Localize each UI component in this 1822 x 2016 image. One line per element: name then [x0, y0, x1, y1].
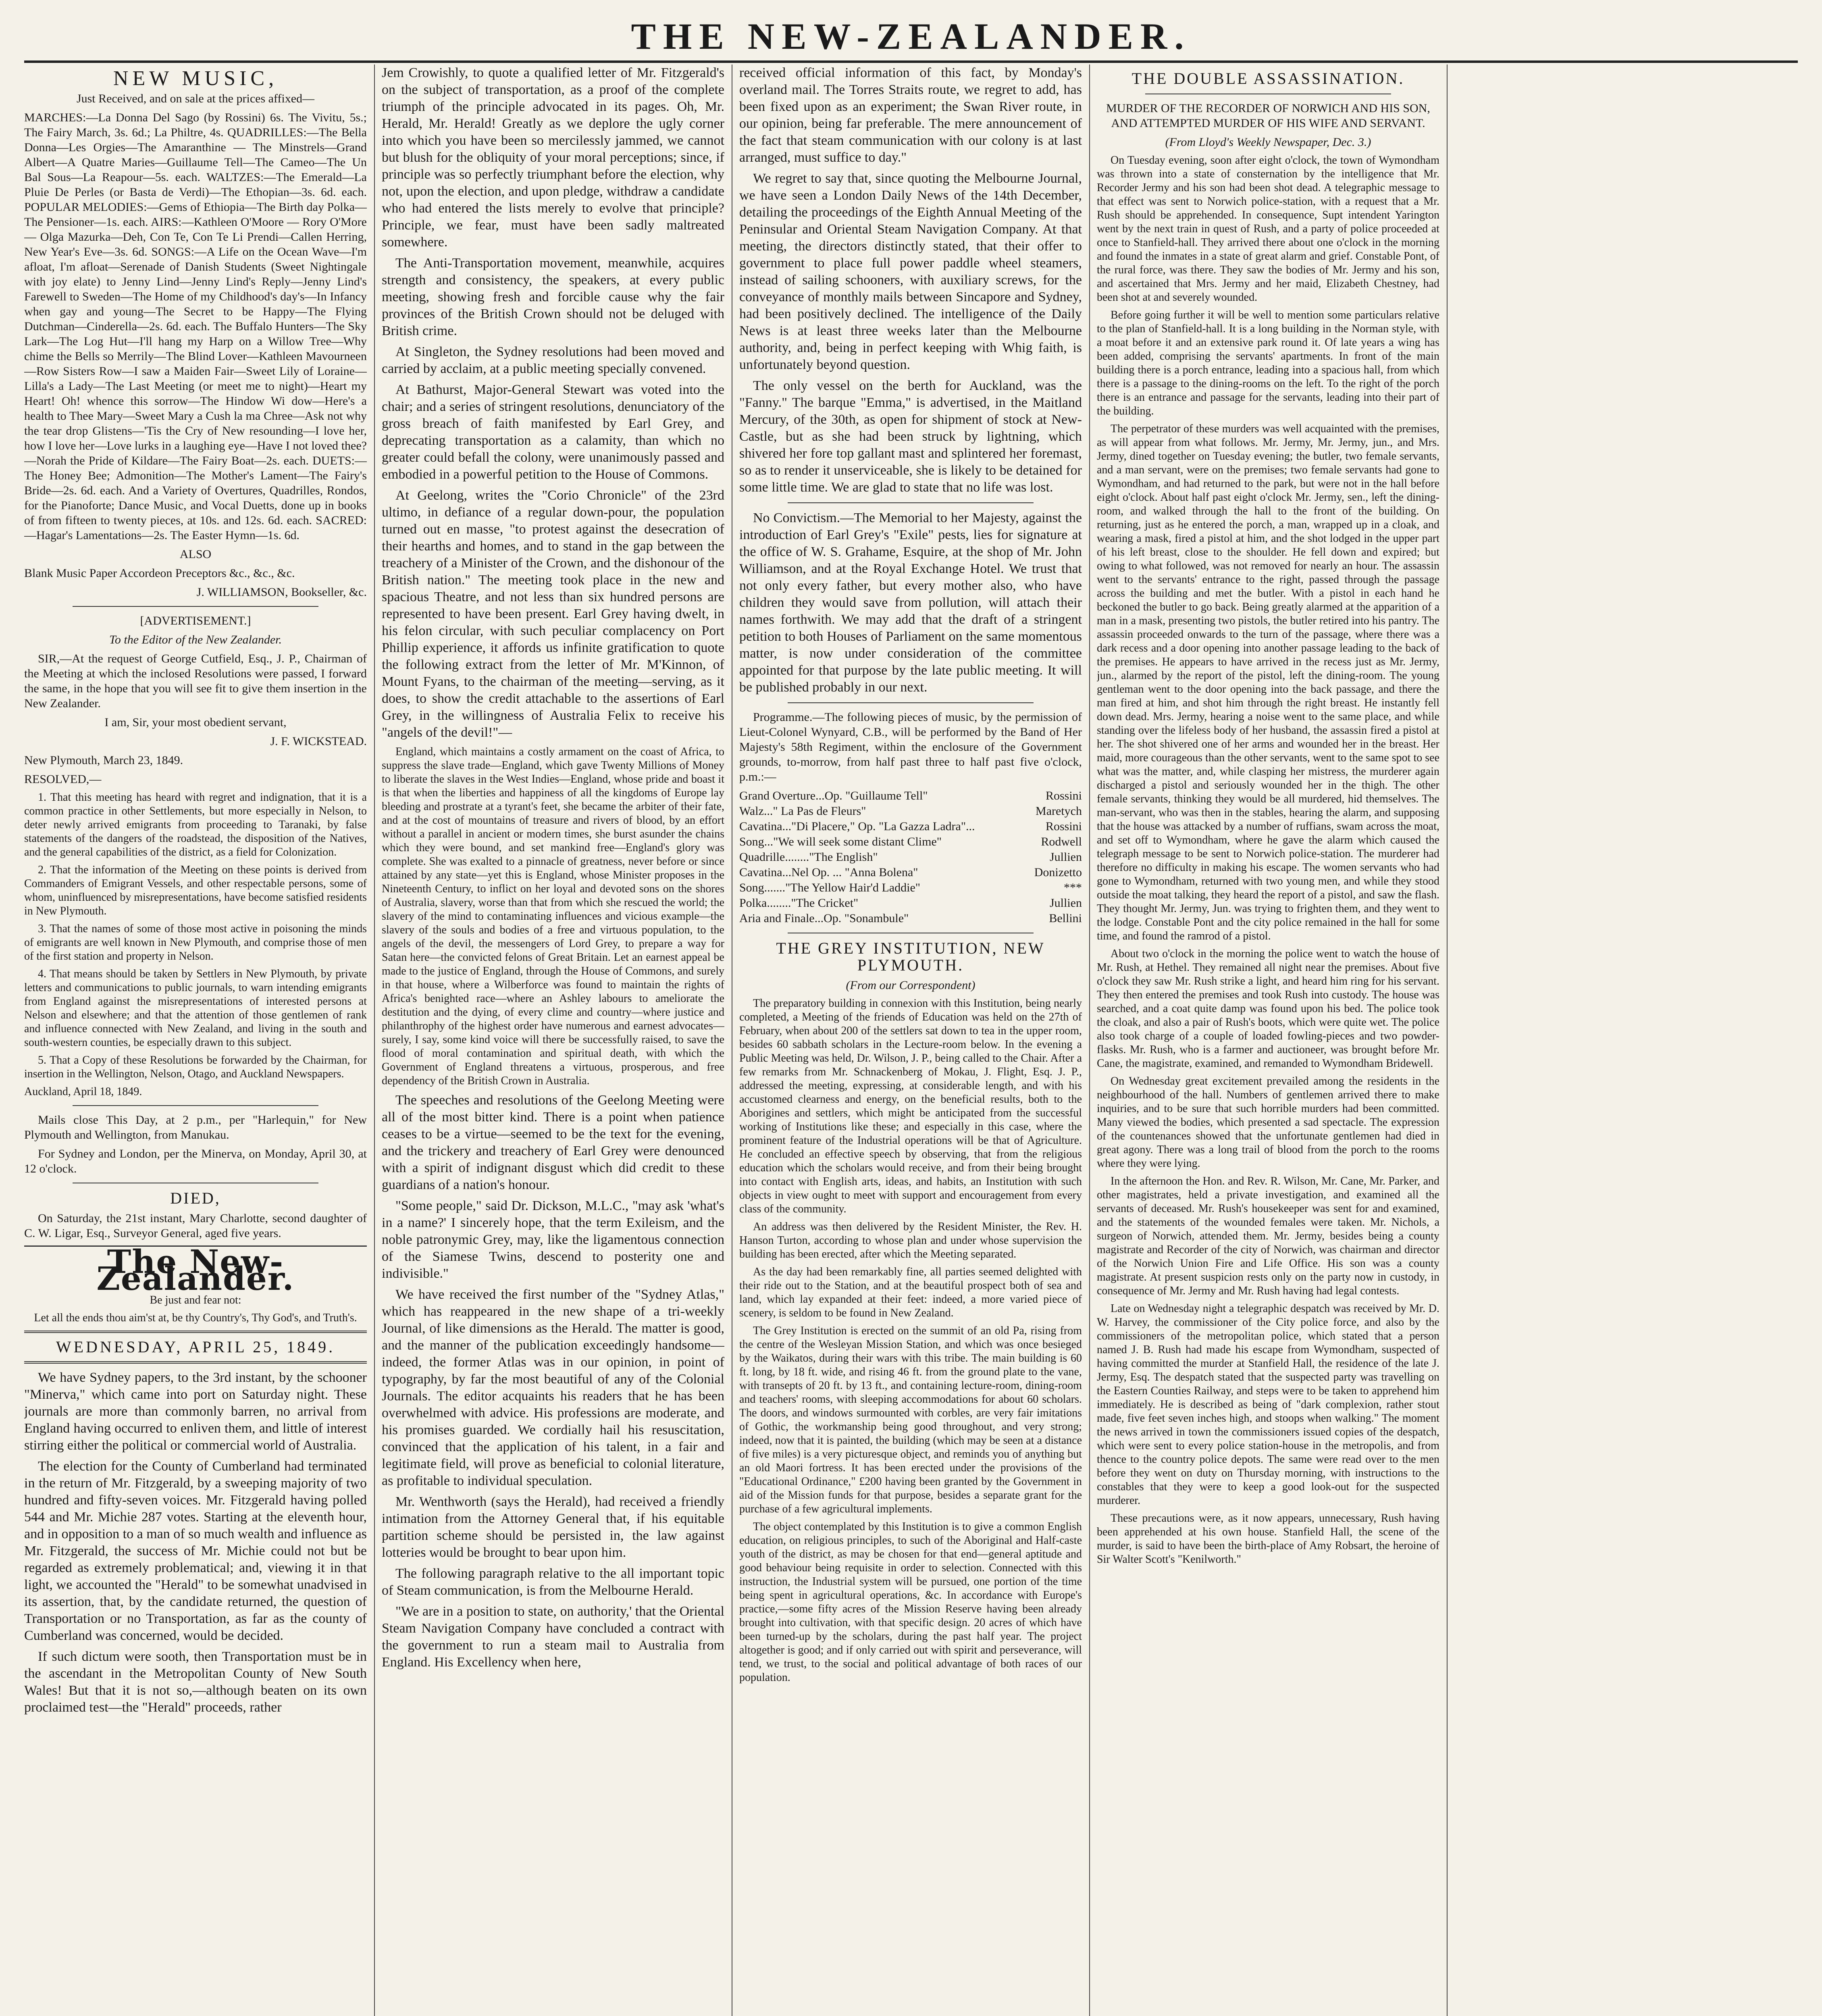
column-1: [24, 65, 367, 2016]
editorial-paragraph: The election for the County of Cumberland had terminated in the return of Mr. Fitzgerald, by a sweeping majority of two hundred and fifty-seven voices. Mr. Fitzgerald having polled 544 and Mr. Michie 287 votes. Starting at the eleventh hour, and in opposition to a man of so much wealth and influence as Mr. Fitzgerald, the success of Mr. Michie could not but be regarded as extremely problematical; and, viewing it in that light, we accounted the "Herald" to be somewhat unadvised in its assertion, that, by the candidate returned, the question of Transportation or no Transportation, as far as the county of Cumberland was concerned, would be decided.: [24, 1459, 367, 1643]
masthead: THE NEW-ZEALANDER.: [631, 16, 1191, 57]
article-paragraph: Before going further it will be well to mention some particulars relative to the plan of Stanfield-hall. It is a long building in the Norman style, with a moat before it and an extensive park round it. Of late years a wing has been added, comprising the servants' apartments. In front of the main building there is a porch entrance, leading into a spacious hall, from which there is a passage to the dining-rooms on the left. To the right of the porch there is an entrance and passage for the servants, leading into their part of the building.: [1097, 309, 1439, 417]
article-paragraph: These precautions were, as it now appears, unnecessary, Rush having been apprehended at his own house. Stanfield Hall, the scene of the murder, is said to have been the birth-place of Amy Robsart, the heroine of Sir Walter Scott's "Kenilworth.": [1097, 1512, 1439, 1566]
programme-piece: Polka........"The Cricket": [739, 896, 859, 910]
column-divider: [374, 65, 375, 2016]
resolution-2: 2. That the information of the Meeting on these points is derived from Commanders of Emigrant Vessels, and other respectable persons, some of whom, uninfluenced by misrepresentations, have become satisfied residents in New Plymouth.: [24, 864, 367, 917]
masthead-rule: [24, 60, 1798, 63]
editorial-paragraph: The speeches and resolutions of the Geelong Meeting were all of the most bitter kind. There is a point when patience ceases to be a virtue—seemed to be the text for the evening, and the trickery and treachery of Earl Grey were denounced with a spirit of indignant disgust which did credit to these guardians of a nation's honour.: [382, 1093, 724, 1192]
programme-composer: Rodwell: [1041, 835, 1082, 848]
article-paragraph: The preparatory building in connexion with this Institution, being nearly completed, a Meeting of the friends of Education was held on the 27th of February, when about 200 of the settlers sat down to tea in the upper room, besides 60 sabbath scholars in the Lecture-room below. In the evening a Public Meeting was held, Dr. Wilson, J. P., being called to the Chair. After a few remarks from Mr. Schnackenberg of Mokau, J. Flight, Esq. J. P., addressed the meeting, expressing, at considerable length, and with his accustomed clearness and energy, on the beneficial results, both to the Aborigines and settlers, which might be anticipated from the successful working of Institutions like these; and especially in this case, where the prominent feature of the Industrial operations will be that of Agriculture. He concluded an effective speech by observing, that from the religious education which the scholars would receive, and from their being brought into contact with English arts, ideas, and habits, an Institution with such objects in view ought to meet with support and encouragement from every class of the community.: [739, 997, 1082, 1215]
also-signature: J. WILLIAMSON, Bookseller, &c.: [196, 585, 367, 599]
column-5: [1454, 65, 1797, 2016]
article-paragraph: As the day had been remarkably fine, all parties seemed delighted with their ride out to the Station, and at the beautiful prospect both of sea and land, which lay expanded at their feet: indeed, a more varied piece of scenery, is seldom to be found in New Zealand.: [739, 1266, 1082, 1319]
column-divider: [1447, 65, 1448, 2016]
grey-institution-title: THE GREY INSTITUTION, NEW PLYMOUTH.: [776, 939, 1045, 974]
editorial-paragraph: We regret to say that, since quoting the Melbourne Journal, we have seen a London Daily News of the 14th December, detailing the proceedings of the Eighth Annual Meeting of the Peninsular and Oriental Steam Navigation Company. At that meeting, the directors distinctly stated, that their offer to government to place full power paddle wheel steamers, instead of sailing schooners, with auxiliary screws, for the conveyance of monthly mails between Sincapore and Sydney, had been positively declined. The intelligence of the Daily News is at least three weeks later than the Melbourne authority, and, being in perfect keeping with Whig faith, is unfortunately beyond question.: [739, 171, 1082, 372]
quoted-extract: England, which maintains a costly armament on the coast of Africa, to suppress the slave trade—England, which gave Twenty Millions of Money to liberate the slaves in the West Indies—England, whose pride and boast it is that when the liberties and happiness of all the kingdoms of Europe lay bleeding and prostrate at a tyrant's feet, she became the arbiter of their fate, and at the cost of mountains of treasure and rivers of blood, by an effort without a parallel in ancient or modern times, she burst asunder the chains which they were bound, and set mankind free—England's glory was complete. She was exalted to a pinnacle of greatness, never before or since attained by any state—yet this is England, whose Minister proposes in the Nineteenth Century, to inflict on her loyal and devoted sons on the shores of Australia, slavery, worse than that from which she rescued the world; the slavery of the mind to contaminating influences and vicious example—the slavery of the souls and bodies of a free and virtuous population, to the angels of the devil, the messengers of Lord Grey, to prepare a way for Satan here—the convicted felons of Great Britain. Let an earnest appeal be made to the justice of England, through the House of Commons, and surely in that house, where a Wilberforce was found to maintain the rights of Africa's benighted race—where an Ashley labours to ameliorate the destitution and the dying, of every clime and country—where justice and philanthrophy of the highest order have numerous and earnest advocates—surely, I say, some kind voice will there be successfully raised, to save the flood of moral contamination and spiritual death, with which the Government of England threatens a virtuous, prosperous, and free dependency of the British Crown in Australia.: [382, 746, 724, 1087]
programme-item: [739, 788, 1082, 804]
programme-intro: Programme.—The following pieces of music, by the permission of Lieut-Colonel Wynyard, C.B., will be performed by the Band of Her Majesty's 58th Regiment, within the enclosure of the Government grounds, to-morrow, from half past three to half past five o'clock, p.m.:—: [739, 710, 1082, 783]
article-paragraph: On Wednesday great excitement prevailed among the residents in the neighbourhood of the hall. Numbers of gentlemen arrived there to make inquiries, and to be sure that such horrible murders had been committed. Many viewed the bodies, which presented a sad spectacle. The expression of the countenances showed that the unfortunate gentlemen had died in great agony. There was a long trail of blood from the porch to the rooms where they were lying.: [1097, 1075, 1439, 1170]
programme-piece: Song......."The Yellow Hair'd Laddie": [739, 881, 921, 894]
programme-piece: Aria and Finale...Op. "Sonambule": [739, 912, 909, 925]
article-paragraph: Late on Wednesday night a telegraphic despatch was received by Mr. D. W. Harvey, the commissioner of the City police force, and also by the commissioners of the metropolitan police, which stated that a person named J. B. Rush had made his escape from Wymondham, suspected of having committed the murder at Stanfield Hall, the residence of the late J. Jermy, Esq. The despatch stated that the suspected party was travelling on the Eastern Counties Railway, and steps were to be taken to apprehend him immediately. He is described as being of "dark complexion, rather stout made, five feet seven inches high, and stoops when walking." The moment the news arrived in town the commissioners issued copies of the despatch, which were sent to every police station-house in the metropolis, and from thence to the country police depots. The same were read over to the men before they went on duty on Thursday morning, with instructions to the constables that they were to keep a good look-out for the suspected murderer.: [1097, 1302, 1439, 1507]
died-label: DIED,: [170, 1189, 221, 1207]
programme-piece: Grand Overture...Op. "Guillaume Tell": [739, 789, 928, 802]
mails-notice-1: Mails close This Day, at 2 p.m., per "Harlequin," for New Plymouth and Wellington, from Manukau.: [24, 1113, 367, 1141]
editorial-paragraph: We have received the first number of the "Sydney Atlas," which has reappeared in the new shape of a tri-weekly Journal, of like dimensions as the Herald. The matter is good, and the manner of the publication exceedingly handsome—indeed, the former Atlas was in our opinion, in point of typography, by far the most beautiful of any of the Colonial Journals. The editor acquaints his readers that he has been overwhelmed with advice. His professions are moderate, and his promises guarded. We cordially hail his resuscitation, convinced that the application of his talent, in a fair and legitimate field, will prove as beneficial to colonial literature, as profitable to individual speculation.: [382, 1287, 724, 1488]
resolution-3: 3. That the names of some of those most active in poisoning the minds of emigrants are well known in New Plymouth, and comprise those of men of the first station and property in Nelson.: [24, 923, 367, 962]
programme-item: [739, 880, 1082, 896]
advert-date: New Plymouth, March 23, 1849.: [24, 754, 183, 767]
column-3: [739, 65, 1082, 2016]
programme-composer: Rossini: [1045, 789, 1082, 802]
programme-item: [739, 834, 1082, 850]
programme-composer: Maretych: [1036, 804, 1082, 818]
also-items: Blank Music Paper Accordeon Preceptors &c., &c., &c.: [24, 566, 295, 580]
programme-piece: Quadrille........"The English": [739, 850, 878, 864]
columns: [24, 65, 1798, 2016]
grey-institution-byline: (From our Correspondent): [846, 979, 975, 992]
resolution-5: 5. That a Copy of these Resolutions be forwarded by the Chairman, for insertion in the Wellington, Nelson, Otago, and Auckland Newspapers.: [24, 1054, 367, 1080]
article-paragraph: About two o'clock in the morning the police went to watch the house of Mr. Rush, at Hethel. They remained all night near the premises. About five o'clock they saw Mr. Rush strike a light, and heard him ring for his servant. They then entered the premises and took Rush into custody. The house was searched, and a coat quite damp was found upon his bed. The police took the cloak, and also a pair of Rush's boots, which were quite wet. The police also took charge of a couple of loaded fowling-pieces and two powder-flasks. Mr. Rush, who is a farmer and auctioneer, was brought before Mr. Cane, the magistrate, examined, and remanded to Wymondham Bridewell.: [1097, 948, 1439, 1070]
programme-composer: Jullien: [1050, 850, 1082, 864]
article-paragraph: On Tuesday evening, soon after eight o'clock, the town of Wymondham was thrown into a state of consternation by the intelligence that Mr. Recorder Jermy and his son had been shot dead. A telegraphic message to that effect was sent to Norwich police-station, with a request that a Mr. Rush should be apprehended. In consequence, Supt intendent Yarington went by the next train in quest of Rush, and a party of police proceeded at once to Stanfield-hall. They arrived there about one o'clock in the morning and found the inmates in a state of great alarm and grief. Constable Pont, of the rural force, was there. They saw the bodies of Mr. Jermy and his son, and ascertained that Mrs. Jermy and her maid, Elizabeth Chestney, had been shot at and severely wounded.: [1097, 154, 1439, 304]
resolution-date: Auckland, April 18, 1849.: [24, 1085, 142, 1098]
programme-piece: Walz..." La Pas de Fleurs": [739, 804, 866, 818]
editorial-paragraph: The only vessel on the berth for Auckland, was the "Fanny." The barque "Emma," is advertised, in the Maitland Mercury, of the 30th, as open for shipment of stock at New-Castle, but as she had been struck by lightning, which shivered her fore top gallant mast and splintered her foremast, so as to render it unserviceable, she is likely to be detained for some little time. We are glad to state that no life was lost.: [739, 378, 1082, 495]
assassination-source: (From Lloyd's Weekly Newspaper, Dec. 3.): [1165, 135, 1371, 149]
programme-item: [739, 819, 1082, 834]
programme-item: [739, 850, 1082, 865]
also-label: ALSO: [179, 548, 212, 561]
advert-signature: J. F. WICKSTEAD.: [270, 735, 367, 748]
advert-body: SIR,—At the request of George Cutfield, Esq., J. P., Chairman of the Meeting at which the inclosed Resolutions were passed, I forward the same, in the hope that you will see fit to give them insertion in the New Zealander.: [24, 652, 367, 710]
programme-list: [739, 788, 1082, 926]
programme-composer: ***: [1064, 881, 1082, 894]
programme-piece: Cavatina..."Di Placere," Op. "La Gazza Ladra"...: [739, 820, 975, 833]
column-2: [382, 65, 724, 2016]
music-body: MARCHES:—La Donna Del Sago (by Rossini) 6s. The Vivitu, 5s.; The Fairy March, 3s. 6d.; La Philtre, 4s. QUADRILLES:—The Bella Donna—Les Orgies—The Amaranthine — The Minstrels—Grand Albert—A Quatre Maries—Guillaume Tell—The Cameo—The Un Bal Sous—La Reapour—5s. each. WALTZES:—The Emerald—La Pluie De Perles (or Basta de Verdi)—The Ethopian—3s. 6d. each. POPULAR MELODIES:—Gems of Ethiopia—The Birth day Polka—The Pensioner—1s. each. AIRS:—Kathleen O'Moore — Rory O'More — Olga Mazurka—Deh, Con Te, Con Te Li Prendi—Callen Herring, New Year's Eve—3s. 6d. SONGS:—A Life on the Ocean Wave—I'm afloat, I'm afloat—Serenade of Danish Students (Sweet Nightingale with joy elate) to Jenny Lind—Jenny Lind's Reply—Jenny Lind's Farewell to Sweden—The Home of my Childhood's day's—In Infancy when gay and young—The Secret to be Happy—The Flying Dutchman—Cinderella—2s. 6d. each. The Buffalo Hunters—The Sky Lark—The Log Hut—I'll hang my Harp on a Willow Tree—Why chime the Bells so Merrily—The Blind Lover—Kathleen Mavourneen—Row Sisters Row—I saw a Maiden Fair—Sweet Lily of Loraine—Lilla's a Lady—The Last Meeting (or meet me to night)—Heart my Heart! Oh! whence this sorrow—The Hindow Wi dow—Here's a health to Thee Mary—Sweet Mary a Cush la ma Chree—Ask not why the tear drop Glistens—'Tis the Cry of New resounding—I love her, how I love her—Love lurks in a laughing eye—Have I not loved thee?—Norah the Pride of Kildare—The Fairy Boat—2s. each. DUETS:—The Honey Bee; Admonition—The Mother's Lament—The Fairy's Bride—2s. 6d. each. And a Variety of Overtures, Quadrilles, Rondos, for the Pianoforte; Dance Music, and Vocal Duetts, done up in books of from fifteen to twenty pieces, at 10s. and 12s. 6d. each. SACRED:—Hagar's Lamentations—2s. The Easter Hymn—1s. 6d.: [24, 111, 367, 542]
music-title: NEW MUSIC,: [113, 67, 278, 90]
assassination-subtitle: MURDER OF THE RECORDER OF NORWICH AND HIS SON, AND ATTEMPTED MURDER OF HIS WIFE AND SERVANT.: [1106, 102, 1430, 130]
advert-label: [ADVERTISEMENT.]: [140, 614, 251, 627]
paper-name: The New-Zealander.: [96, 1243, 295, 1297]
separator: [788, 702, 1034, 703]
programme-item: [739, 896, 1082, 911]
editorial-paragraph: received official information of this fact, by Monday's overland mail. The Torres Straits route, we regret to add, has been fixed upon as an experiment; the Swan River route, in our opinion, being far preferable. The mere announcement of the fact that steam communication with our colony is at last arranged, must suffice to day.": [739, 65, 1082, 165]
column-divider: [1089, 65, 1090, 2016]
assassination-title: THE DOUBLE ASSASSINATION.: [1131, 69, 1405, 87]
article-paragraph: An address was then delivered by the Resident Minister, the Rev. H. Hanson Turton, according to whose plan and under whose supervision the building has been erected, after which the Meeting separated.: [739, 1220, 1082, 1260]
editorial-paragraph: Jem Crowishly, to quote a qualified letter of Mr. Fitzgerald's on the subject of transportation, as a proof of the complete triumph of the principle advocated in its pages. Oh, Mr. Herald, Mr. Herald! Greatly as we deplore the ugly corner into which you have been so mercilessly jammed, we cannot but blush for the obliquity of your moral perceptions; since, if principle was so perfectly triumphant before the election, why not, upon the election, and upon pledge, withdraw a candidate who had entered the lists merely to evolve that principle? Principle, we fear, must have been sadly maltreated somewhere.: [382, 65, 724, 250]
programme-composer: Donizetto: [1034, 866, 1082, 879]
programme-item: [739, 804, 1082, 819]
separator: [788, 502, 1034, 503]
programme-piece: Song..."We will seek some distant Clime": [739, 835, 942, 848]
editorial-paragraph: If such dictum were sooth, then Transportation must be in the ascendant in the Metropolitan County of New South Wales! But that it is not so,—although beaten on its own proclaimed test—the "Herald" proceeds, rather: [24, 1649, 367, 1715]
editorial-paragraph: The Anti-Transportation movement, meanwhile, acquires strength and consistency, the speakers, at every public meeting, showing fresh and forcible cause why the fair provinces of the British Crown should not be deluged with British crime.: [382, 256, 724, 338]
editorial-paragraph: At Bathurst, Major-General Stewart was voted into the chair; and a series of stringent resolutions, denunciatory of the gross breach of faith manifested by Earl Grey, and deprecating transportation as a calamity, than which no greater could befall the colony, were unanimously passed and embodied in a powerful petition to the House of Commons.: [382, 382, 724, 482]
editorial-paragraph: Mr. Wenthworth (says the Herald), had received a friendly intimation from the Attorney General that, if his equitable partition scheme should be persisted in, the law against lotteries would be brought to bear upon him.: [382, 1494, 724, 1560]
double-rule: [24, 1331, 367, 1333]
programme-item: [739, 865, 1082, 880]
motto-line-2: Let all the ends thou aim'st at, be thy Country's, Thy God's, and Truth's.: [34, 1312, 357, 1324]
double-rule: [24, 1361, 367, 1364]
advert-to: To the Editor of the New Zealander.: [109, 633, 282, 646]
editorial-paragraph: We have Sydney papers, to the 3rd instant, by the schooner "Minerva," which came into port on Saturday night. These journals are more than commonly barren, no arrival from England having occurred to enliven them, and little of interest stirring either the political or commercial world of Australia.: [24, 1370, 367, 1453]
separator: [73, 606, 318, 607]
motto-line-1: Be just and fear not:: [150, 1294, 241, 1306]
programme-composer: Bellini: [1049, 912, 1082, 925]
programme-composer: Rossini: [1045, 820, 1082, 833]
editorial-paragraph: "Some people," said Dr. Dickson, M.L.C., "may ask 'what's in a name?' I sincerely hope, that the term Exileism, and the noble patronymic Grey, may, like the ligamentous connection of the Siamese Twins, descend to posterity one and indivisible.": [382, 1198, 724, 1281]
article-paragraph: The Grey Institution is erected on the summit of an old Pa, rising from the centre of the Wesleyan Mission Station, and which was once besieged by the Waikatos, during their wars with this tribe. The main building is 60 ft. long, by 18 ft. wide, and rising 46 ft. from the ground plate to the vane, with transepts of 20 ft. by 13 ft., and containing lecture-room, dining-room and teachers' rooms, with sleeping accommodations for about 60 scholars. The doors, and windows surmounted with corbles, are very fair imitations of Gothic, the workmanship being good throughout, and very strong; indeed, now that it is painted, the building (which may be seen at a distance of five miles) is a very picturesque object, and reminds you of anything but an old Maori fortress. It has been erected under the provisions of the "Educational Ordinance," £200 having been granted by the Government in aid of the Mission funds for that purpose, besides a separate grant for the purchase of a few agricultural implements.: [739, 1325, 1082, 1515]
separator: [73, 1105, 318, 1106]
article-paragraph: The perpetrator of these murders was well acquainted with the premises, as will appear from what follows. Mr. Jermy, Mr. Jermy, jun., and Mrs. Jermy, dined together on Tuesday evening; the butler, two female servants, and a man servant, were on the premises; two female servants had gone to Wymondham, and had returned to the park, but were not in the hall before eight o'clock. About half past eight o'clock Mr. Jermy, sen., left the dining-room, and walked through the hall to the front of the building. On returning, just as he entered the porch, a man, wrapped up in a cloak, and wearing a mask, fired a pistol at him, and the shot lodged in the upper part of his left breast, close to the shoulder. He fell down and expired; but owing to what followed, was not removed for nearly an hour. The assassin went to the servants' entrance to the right, passed through the passage across the building and met the butler. With a pistol in each hand he beckoned the butler to go back. Being greatly alarmed at the apparition of a man in a mask, presenting two pistols, the butler retired into his pantry. The assassin proceeded onwards to the turn of the passage, where there was a dark recess and a door opening into another passage leading to the back of the premises. He appears to have arrived in the recess just as Mr. Jermy, jun., alarmed by the report of the pistol, left the dining-room. The young gentleman went to the door opening into the back passage, and there the man fired at him, and shot him through the right breast. He instantly fell down dead. Mrs. Jermy, hearing a noise went to the same place, and while standing over the lifeless body of her husband, the assassin fired a pistol at her. The shot shivered one of her arms and wounded her in the breast. Her maid, more courageous than the other servants, went to the same spot to see what was the matter, and, while clasping her mistress, the murderer again discharged a pistol and seriously wounded her in the thigh. The other female servants, thinking they would be all murdered, hid themselves. The man-servant, who was then in the stables, hearing the alarm, and supposing that the house was attacked by a number of ruffians, swam across the moat, and set off to Wymondham, where he gave the alarm which caused the telegraph message to be sent to Norwich police-station. The murderer had therefore no difficulty in making his escape. The women servants who had gone to Wymondham, returned with two young men, and while they stood outside the moat talking, they heard the report of a pistol, and saw the flash. They thought Mr. Jermy, Jun. was trying to frighten them, and they went to the lodge. Constable Pont and the city police remained in the hall for some time, and found the ramrod of a pistol.: [1097, 423, 1439, 942]
editorial-paragraph: "We are in a position to state, on authority,' that the Oriental Steam Navigation Company have concluded a contract with the government to run a steam mail to Australia from England. His Excellency when here,: [382, 1604, 724, 1670]
music-received: Just Received, and on sale at the prices affixed—: [76, 92, 315, 105]
editorial-paragraph: At Singleton, the Sydney resolutions had been moved and carried by acclaim, at a public meeting specially convened.: [382, 344, 724, 376]
dateline: WEDNESDAY, APRIL 25, 1849.: [56, 1338, 335, 1356]
editorial-paragraph: At Geelong, writes the "Corio Chronicle" of the 23rd ultimo, in defiance of a regular down-pour, the population turned out en masse, "to protest against the desecration of their hearths and homes, and to stand in the gap between the treachery of a Minister of the Crown, and the dishonour of the British nation." The meeting took place in the new and spacious Theatre, and not less than six hundred persons are represented to have been present. Earl Grey having dwelt, in his felon circular, with such peculiar complacency on Port Phillip experience, it affords us infinite gratification to quote the following extract from the letter of Mr. M'Kinnon, of Mount Fyans, to the chairman of the meeting—serving, as it does, to show the credit attachable to the assertions of Earl Grey, in the willingness of Australia Felix to receive his "angels of the devil!"—: [382, 488, 724, 740]
resolved-label: RESOLVED,—: [24, 773, 102, 786]
died-notice: On Saturday, the 21st instant, Mary Charlotte, second daughter of C. W. Ligar, Esq., Surveyor General, aged five years.: [24, 1212, 367, 1240]
article-paragraph: In the afternoon the Hon. and Rev. R. Wilson, Mr. Cane, Mr. Parker, and other magistrates, held a private investigation, and examined all the servants of deceased. Mr. Rush's housekeeper was sent for and examined, and the statements of the wounded females were taken. Mr. Nichols, a surgeon of Norwich, attended them. Mr. Jermy, besides being a county magistrate and Recorder of the city of Norwich, was chairman and director of the Norwich Union Fire and Life Office. His son was a county magistrate. At present suspicion rests only on the party now in custody, in consequence of Mr. Jermy and Mr. Rush having had legal contests.: [1097, 1175, 1439, 1297]
resolution-1: 1. That this meeting has heard with regret and indignation, that it is a common practice in other Settlements, but more especially in Nelson, to deter newly arrived emigrants from proceeding to Taranaki, by false statements of the dangers of the roadstead, the disposition of the Natives, and the general capabilities of the district, as a field for Colonization.: [24, 791, 367, 858]
programme-piece: Cavatina...Nel Op. ... "Anna Bolena": [739, 866, 918, 879]
programme-item: [739, 911, 1082, 926]
resolution-4: 4. That means should be taken by Settlers in New Plymouth, by private letters and communications to public journals, to warn intending emigrants from England against the misrepresentations of interested persons at Nelson and elsewhere; and that the attention of those gentlemen of rank and influence connected with New Zealand, and living in the south and south-western counties, be especially drawn to this subject.: [24, 968, 367, 1049]
advert-sign-line: I am, Sir, your most obedient servant,: [104, 716, 287, 729]
mails-notice-2: For Sydney and London, per the Minerva, on Monday, April 30, at 12 o'clock.: [24, 1147, 367, 1175]
editorial-paragraph: The following paragraph relative to the all important topic of Steam communication, is from the Melbourne Herald.: [382, 1566, 724, 1598]
no-convictism-notice: No Convictism.—The Memorial to her Majesty, against the introduction of Earl Grey's "Exile" pests, lies for signature at the office of W. S. Grahame, Esquire, at the shop of Mr. John Williamson, and at the Royal Exchange Hotel. We trust that not only every father, but every mother also, who have children they would save from pollution, will attach their names forthwith. We may add that the draft of a stringent petition to both Houses of Parliament on the same momentous matter, is now under consideration of the committee appointed for that purpose by the late public meeting. It will be published probably in our next.: [739, 510, 1082, 695]
programme-composer: Jullien: [1050, 896, 1082, 910]
article-paragraph: The object contemplated by this Institution is to give a common English education, on religious principles, to such of the Aboriginal and Half-caste youth of the district, as may be chosen for that end—general aptitude and good behaviour being requisite in order to selection. Connected with this instruction, the Industrial system will be pursued, one portion of the time being spent in agricultural operations, &c. In accordance with Europe's practice,—some fifty acres of the Mission Reserve having been already brought into cultivation, with that specific design. 20 acres of which have been turned-up by the scholars, during the past half year. The project altogether is good; and if only carried out with spirit and perseverance, will tend, we trust, to the social and political advantage of both races of our population.: [739, 1520, 1082, 1684]
column-4: [1097, 65, 1439, 2016]
